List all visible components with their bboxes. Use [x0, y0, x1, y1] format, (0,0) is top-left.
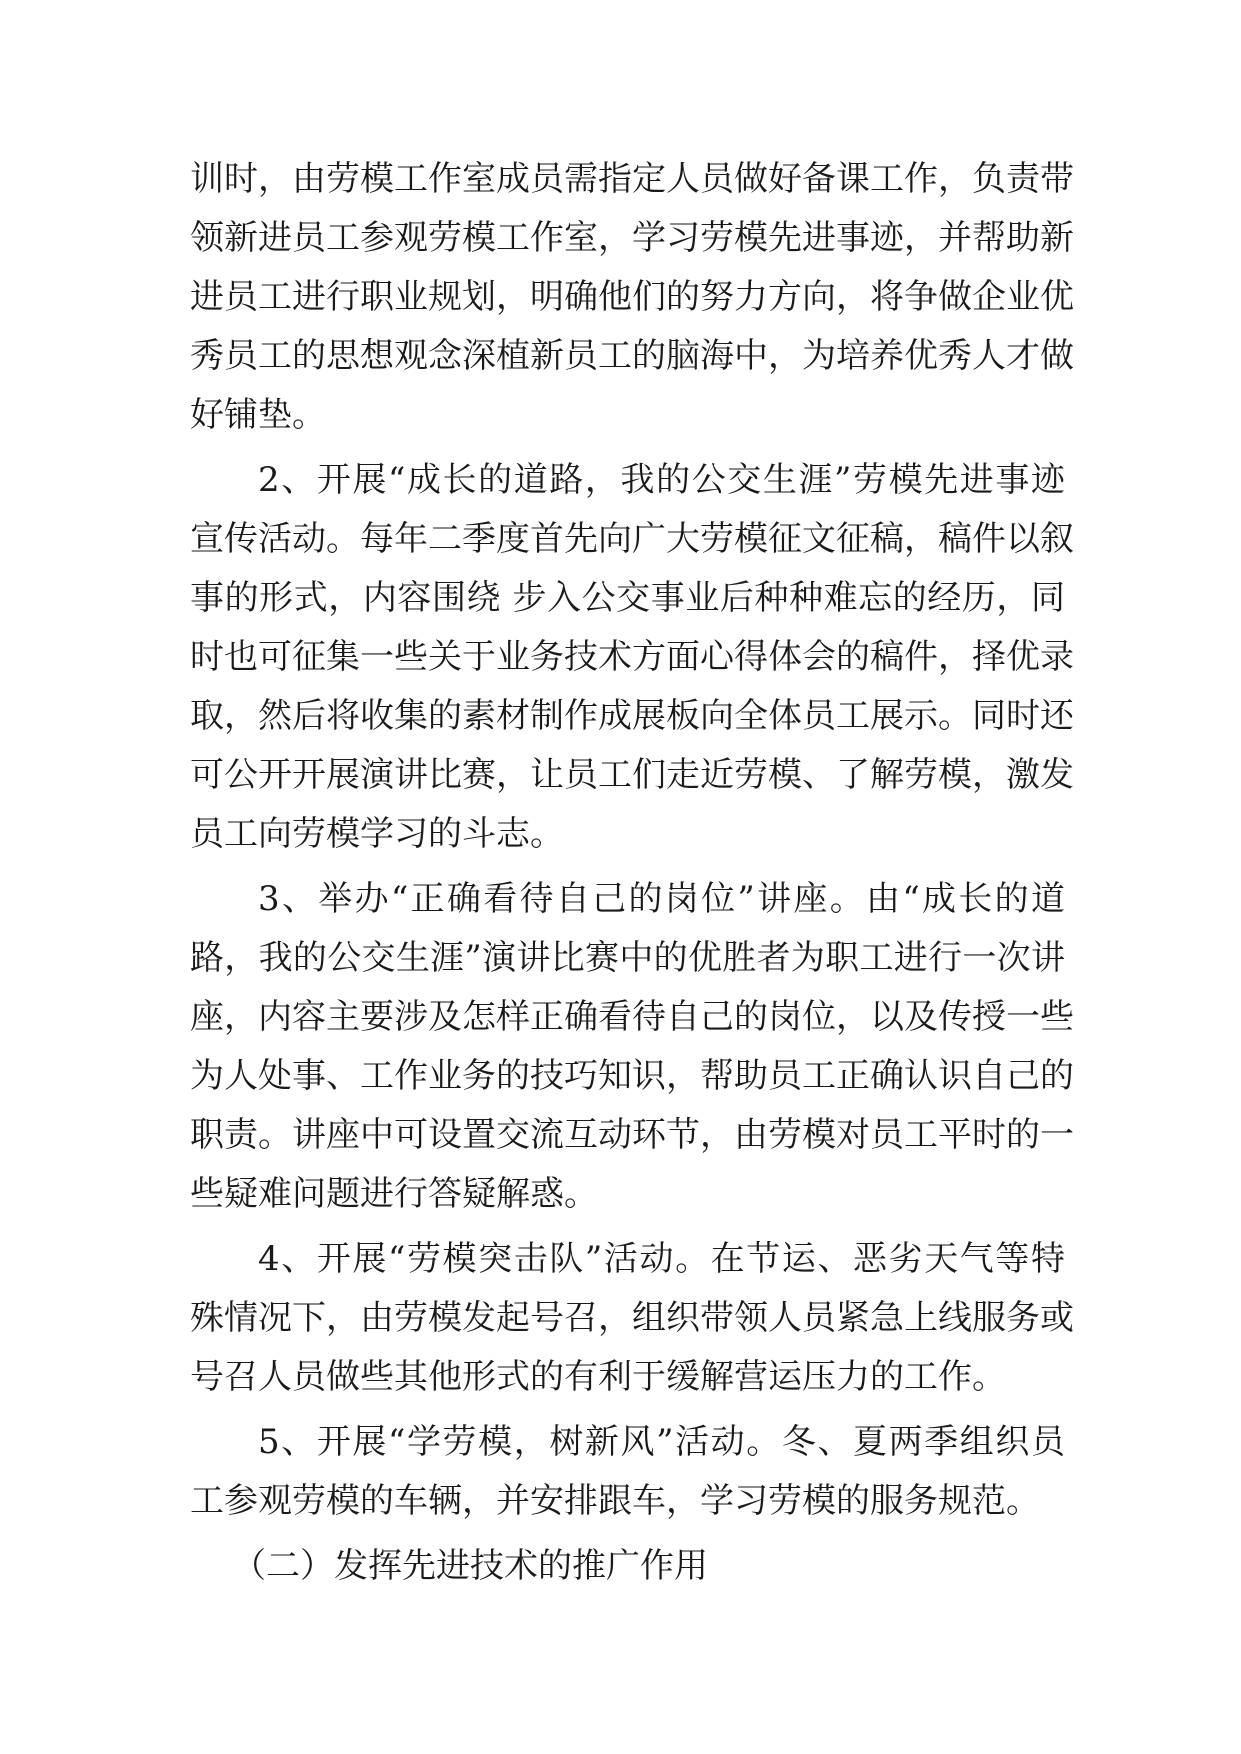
- text-line: 5、开展“学劳模，树新风”活动。冬、夏两季组织员: [258, 1422, 1065, 1462]
- text-line: 4、开展“劳模突击队”活动。在节运、恶劣天气等特: [258, 1239, 1065, 1279]
- text-line: 路，我的公交生涯”演讲比赛中的优胜者为职工进行一次讲: [190, 938, 1065, 978]
- text-line: 秀员工的思想观念深植新员工的脑海中，为培养优秀人才做: [190, 336, 1074, 376]
- text-line: 员工向劳模学习的斗志。: [190, 814, 564, 854]
- text-line: 时也可征集一些关于业务技术方面心得体会的稿件，择优录: [190, 637, 1074, 677]
- paragraph-continuation: [190, 150, 1074, 445]
- paragraph-item-5: [190, 1413, 1065, 1531]
- paragraph-item-3: [190, 870, 1074, 1224]
- text-line: 2、开展“成长的道路，我的公交生涯”劳模先进事迹: [258, 460, 1065, 500]
- text-line: 进员工进行职业规划，明确他们的努力方向，将争做企业优: [190, 277, 1074, 317]
- text-line: 为人处事、工作业务的技巧知识，帮助员工正确认识自己的: [190, 1056, 1074, 1096]
- text-line: 号召人员做些其他形式的有利于缓解营运压力的工作。: [190, 1357, 1006, 1397]
- text-line: 工参观劳模的车辆，并安排跟车，学习劳模的服务规范。: [190, 1481, 1040, 1521]
- paragraph-item-2: [190, 451, 1074, 864]
- text-line: 职责。讲座中可设置交流互动环节，由劳模对员工平时的一: [190, 1115, 1074, 1155]
- text-line: 殊情况下，由劳模发起号召，组织带领人员紧急上线服务或: [190, 1298, 1074, 1338]
- text-line: 可公开开展演讲比赛，让员工们走近劳模、了解劳模，激发: [190, 755, 1074, 795]
- text-line: 3、举办“正确看待自己的岗位”讲座。由“成长的道: [258, 879, 1065, 919]
- document-body: [190, 150, 1074, 1596]
- text-line: 训时，由劳模工作室成员需指定人员做好备课工作，负责带: [190, 159, 1074, 199]
- text-line: 领新进员工参观劳模工作室，学习劳模先进事迹，并帮助新: [190, 218, 1074, 258]
- text-line: 宣传活动。每年二季度首先向广大劳模征文征稿，稿件以叙: [190, 519, 1074, 559]
- text-line: 座，内容主要涉及怎样正确看待自己的岗位，以及传授一些: [190, 997, 1074, 1037]
- text-line: 事的形式，内容围绕 步入公交事业后种种难忘的经历，同: [190, 578, 1065, 618]
- section-heading-text: （二）发挥先进技术的推广作用: [232, 1546, 708, 1586]
- text-line: 些疑难问题进行答疑解惑。: [190, 1174, 598, 1214]
- section-heading: [190, 1537, 1065, 1596]
- paragraph-item-4: [190, 1230, 1074, 1407]
- text-line: 取，然后将收集的素材制作成展板向全体员工展示。同时还: [190, 696, 1074, 736]
- text-line: 好铺垫。: [190, 395, 326, 435]
